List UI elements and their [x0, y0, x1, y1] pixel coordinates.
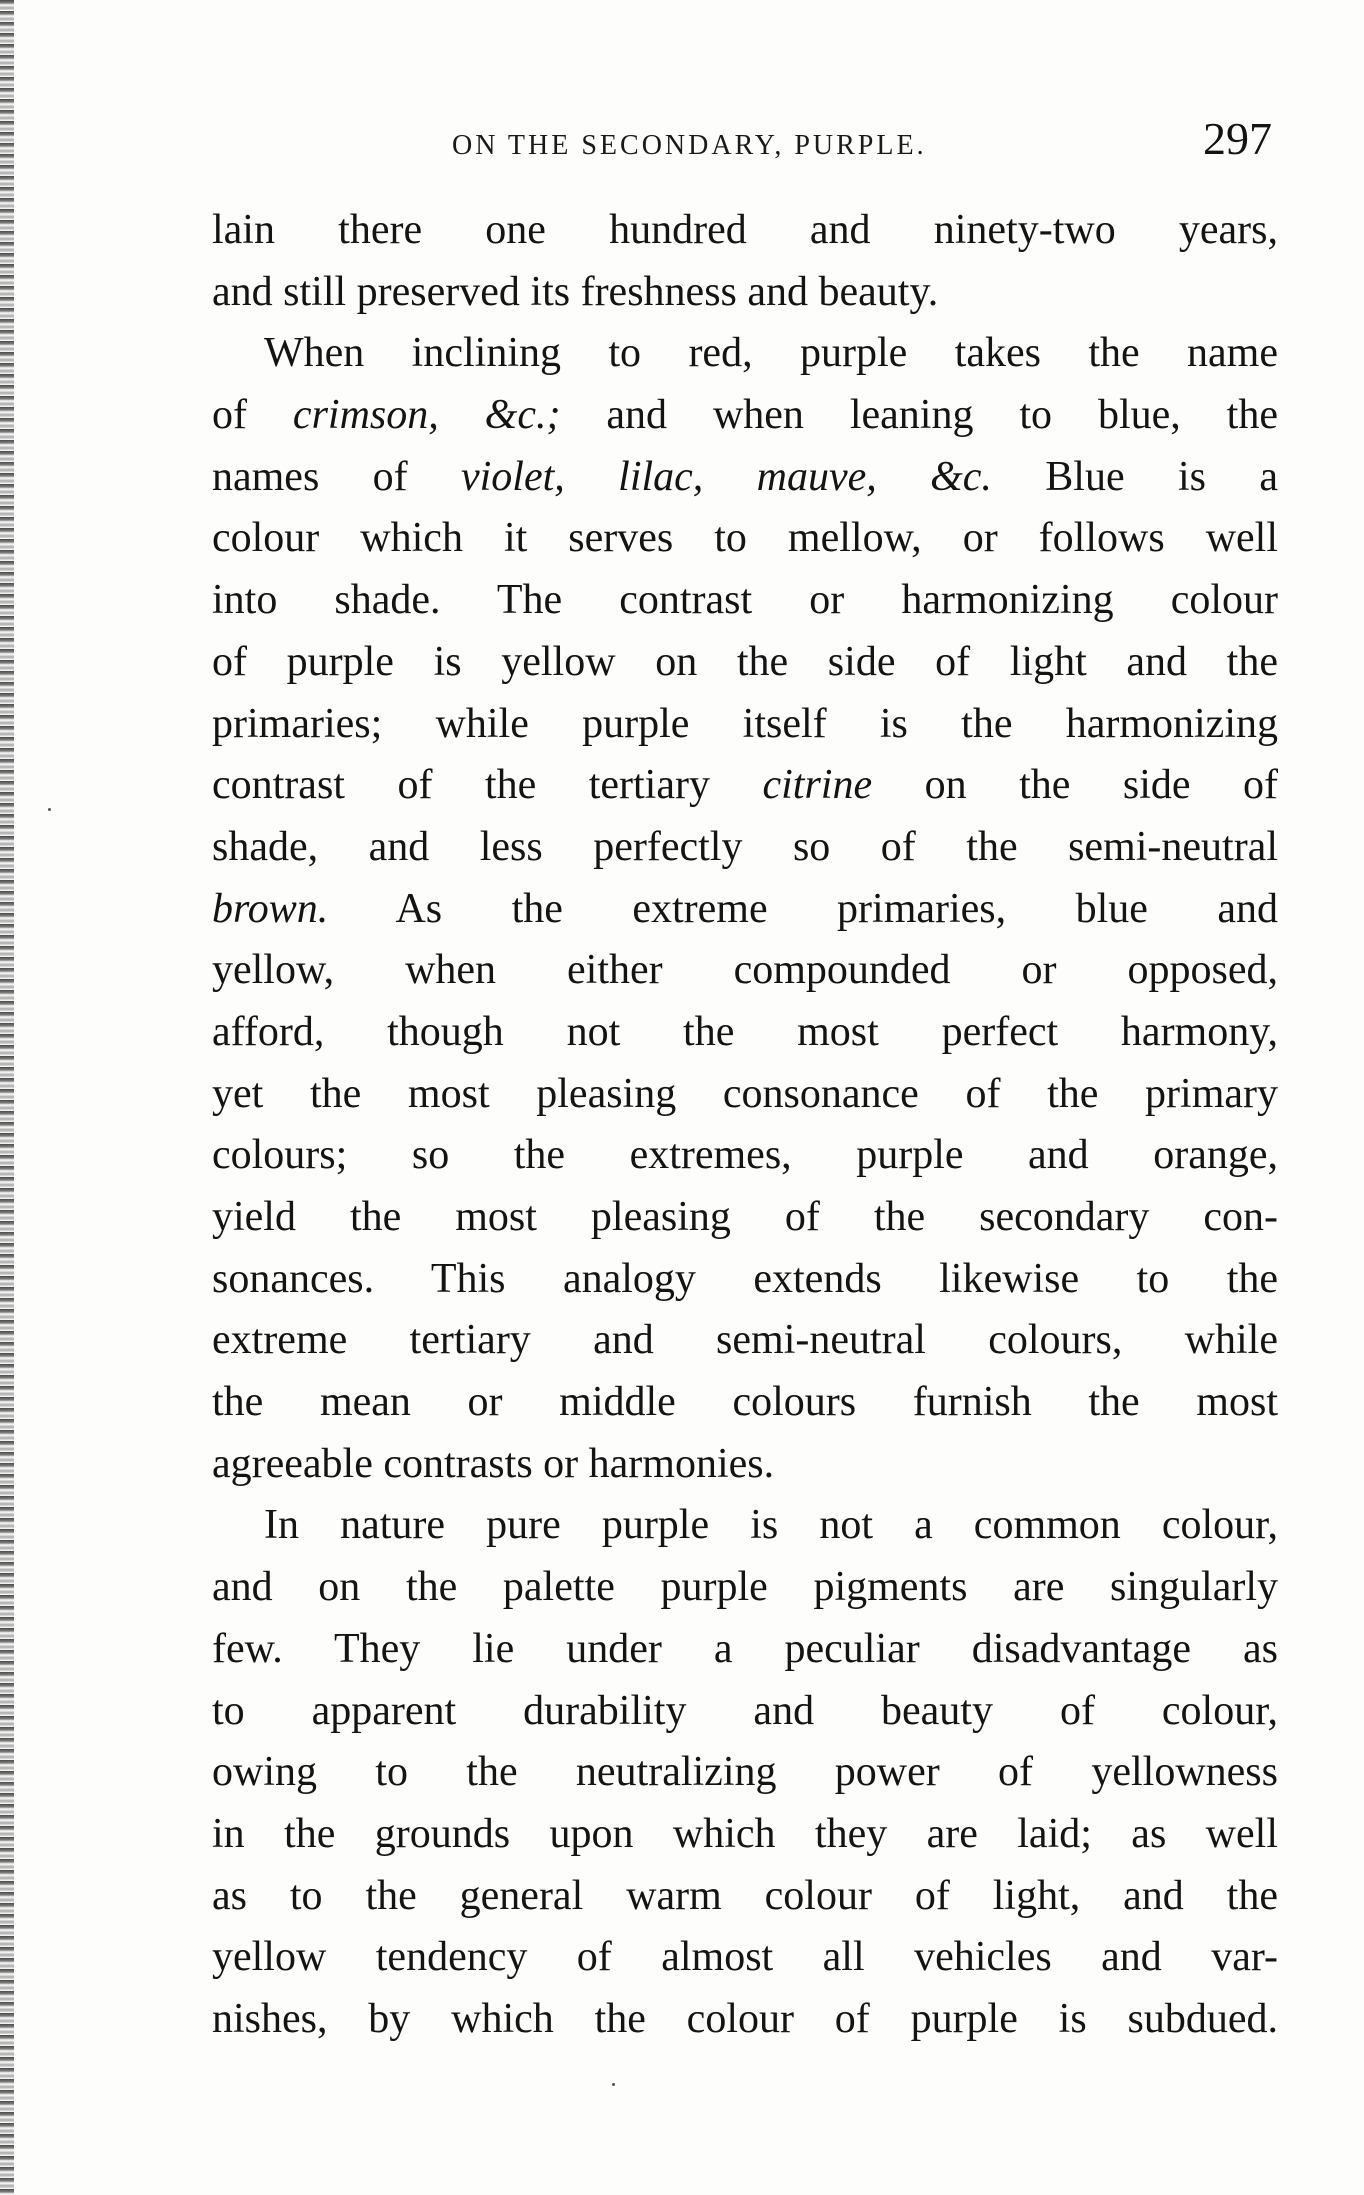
text-line: yellow, when either compounded or opposed,: [212, 947, 1278, 994]
print-speck: [48, 808, 51, 811]
text-line: agreeable contrasts or harmonies.: [212, 1440, 775, 1487]
text-line: and on the palette purple pigments are singularly: [212, 1564, 1278, 1611]
text-line: to apparent durability and beauty of colour,: [212, 1687, 1278, 1734]
text-line: In nature pure purple is not a common colour,: [264, 1502, 1278, 1549]
text-line: afford, though not the most perfect harmony,: [212, 1008, 1278, 1055]
text-line: extreme tertiary and semi-neutral colours, while: [212, 1317, 1278, 1364]
text-line: owing to the neutralizing power of yellowness: [212, 1749, 1278, 1796]
text-run: of: [212, 392, 247, 439]
text-line: nishes, by which the colour of purple is subdued.: [212, 1995, 1278, 2042]
text-line: colour which it serves to mellow, or follows well: [212, 515, 1278, 562]
text-run: contrast of the tertiary: [212, 762, 710, 809]
text-line: primaries; while purple itself is the harmonizing: [212, 700, 1278, 747]
text-line: yellow tendency of almost all vehicles and var-: [212, 1934, 1278, 1981]
text-line: [212, 385, 1278, 447]
text-line: and still preserved its freshness and beauty.: [212, 268, 939, 315]
italic-term: citrine: [762, 762, 873, 809]
italic-term: brown.: [212, 885, 329, 932]
text-line: shade, and less perfectly so of the semi-neutral: [212, 823, 1278, 870]
text-line: as to the general warm colour of light, and the: [212, 1872, 1278, 1919]
text-run: names of: [212, 453, 408, 500]
text-line: sonances. This analogy extends likewise to the: [212, 1255, 1278, 1302]
page-number: 297: [1203, 113, 1272, 164]
text-line: lain there one hundred and ninety-two years,: [212, 207, 1278, 253]
page-header: [212, 112, 1272, 182]
text-line: into shade. The contrast or harmonizing colour: [212, 577, 1278, 624]
page-body: [212, 200, 1278, 2051]
text-run: Blue is a: [1045, 453, 1278, 500]
text-line: [212, 755, 1278, 817]
text-line: of purple is yellow on the side of light and the: [212, 638, 1278, 685]
text-run: and when leaning to blue, the: [606, 392, 1278, 439]
running-head: ON THE SECONDARY, PURPLE.: [452, 130, 927, 161]
text-line: When inclining to red, purple takes the name: [264, 330, 1278, 377]
text-line: yet the most pleasing consonance of the primary: [212, 1070, 1278, 1117]
text-line: [212, 879, 1278, 941]
italic-term: crimson, &c.;: [292, 392, 561, 439]
text-run: As the extreme primaries, blue and: [395, 885, 1278, 932]
print-speck: [612, 2083, 615, 2086]
text-line: [212, 447, 1278, 509]
text-line: in the grounds upon which they are laid; as well: [212, 1810, 1278, 1857]
text-line: yield the most pleasing of the secondary con-: [212, 1194, 1278, 1240]
text-line: the mean or middle colours furnish the most: [212, 1379, 1278, 1426]
text-run: on the side of: [924, 762, 1278, 809]
italic-term: violet, lilac, mauve, &c.: [461, 453, 992, 500]
page-binding-edge: [0, 0, 14, 2195]
text-line: few. They lie under a peculiar disadvantage as: [212, 1625, 1278, 1672]
text-line: colours; so the extremes, purple and orange,: [212, 1132, 1278, 1179]
